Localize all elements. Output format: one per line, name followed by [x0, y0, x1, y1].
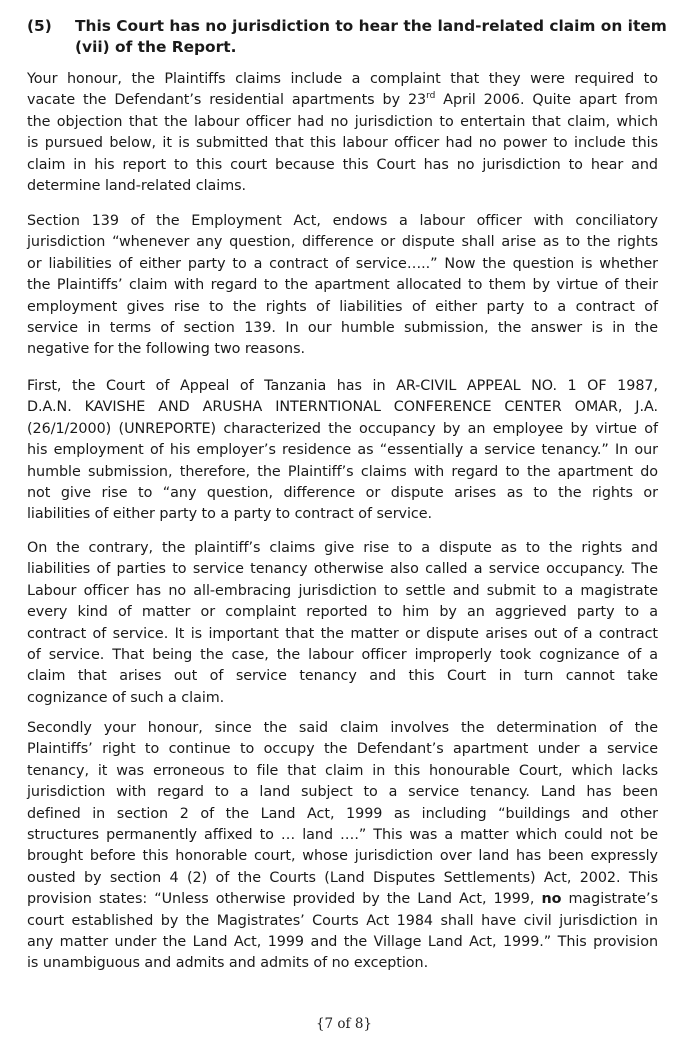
paragraph-line: Your honour, the Plaintiffs claims include a complaint that they were required to — [27, 71, 658, 87]
paragraph-line: the objection that the labour officer had no jurisdiction to entertain that claim, which — [27, 113, 658, 130]
paragraph-line: D.A.N. KAVISHE AND ARUSHA INTERNTIONAL CONFERENCE CENTER OMAR, J.A. — [27, 399, 658, 416]
paragraph-line: (26/1/2000) (UNREPORTE) characterized the occupancy by an employee by virtue of — [27, 420, 658, 437]
paragraph-line: every kind of matter or complaint reported to him by an aggrieved party to a — [27, 604, 658, 621]
paragraph-line: claim in his report to this court because this Court has no jurisdiction to hear and — [27, 156, 658, 173]
paragraph-line: employment gives rise to the rights of liabilities of either party to a contract of — [27, 298, 658, 315]
paragraph-line: court established by the Magistrates’ Courts Act 1984 shall have civil jurisdiction in — [27, 912, 658, 929]
paragraph-line: Section 139 of the Employment Act, endows a labour officer with conciliatory — [27, 213, 658, 229]
paragraph-line: service in terms of section 139. In our humble submission, the answer is in the — [27, 320, 658, 337]
paragraph-line: ousted by section 4 (2) of the Courts (Land Disputes Settlements) Act, 2002. This — [27, 869, 658, 886]
section-title: This Court has no jurisdiction to hear the land-related claim on item (vii) of the Report. — [75, 17, 667, 56]
paragraph-line — [27, 889, 658, 910]
paragraph-line: negative for the following two reasons. — [27, 341, 306, 358]
page-number: {7 of 8} — [315, 1016, 373, 1032]
paragraph-line: any matter under the Land Act, 1999 and the Village Land Act, 1999.” This provision — [27, 934, 658, 951]
paragraph-line: defined in section 2 of the Land Act, 1999 as including “buildings and other — [27, 805, 658, 822]
paragraph-line: structures permanently affixed to … land ….” This was a matter which could not be — [27, 827, 658, 844]
paragraph-2 — [27, 211, 658, 361]
line-segment: vacate the Defendant’s residential apartments by 23 — [27, 92, 427, 109]
paragraph-1 — [27, 69, 658, 197]
paragraph-line: tenancy, it was erroneous to file that claim in this honourable Court, which lacks — [27, 762, 658, 779]
paragraph-line: Secondly your honour, since the said claim involves the determination of the — [27, 720, 658, 736]
line-segment: provision states: “Unless otherwise provided by the Land Act, 1999, — [27, 891, 542, 908]
paragraph-line: contract of service. It is important that the matter or dispute arises out of a contract — [27, 625, 658, 642]
paragraph-line: cognizance of such a claim. — [27, 689, 225, 706]
paragraph-4 — [27, 538, 658, 709]
paragraph-line: the Plaintiffs’ claim with regard to the apartment allocated to them by virtue of their — [27, 277, 658, 294]
paragraph-line: his employment of his employer’s residence as “essentially a service tenancy.” In our — [27, 442, 658, 459]
paragraph-line: determine land-related claims. — [27, 178, 247, 195]
paragraph-line: is unambiguous and admits and admits of no exception. — [27, 955, 429, 972]
paragraph-line: humble submission, therefore, the Plaintiff’s claims with regard to the apartment do — [27, 463, 658, 480]
paragraph-line: claim that arises out of service tenancy and this Court in turn cannot take — [27, 668, 658, 685]
paragraph-line: Labour officer has no all-embracing jurisdiction to settle and submit to a magistrate — [27, 582, 658, 599]
paragraph-line: jurisdiction with regard to a land subject to a service tenancy. Land has been — [27, 784, 658, 801]
paragraph-3 — [27, 376, 658, 526]
emphasis-no: no — [541, 891, 562, 908]
paragraph-line: is pursued below, it is submitted that this labour officer had no power to include this — [27, 135, 658, 152]
paragraph-line: First, the Court of Appeal of Tanzania has in AR-CIVIL APPEAL NO. 1 OF 1987, — [27, 378, 658, 394]
section-number: (5) — [27, 17, 52, 35]
paragraph-line: jurisdiction “whenever any question, difference or dispute shall arise as to the rights — [27, 234, 658, 251]
paragraph-5 — [27, 718, 658, 975]
paragraph-line: not give rise to “any question, difference or dispute arises as to the rights or — [27, 485, 658, 502]
paragraph-line: On the contrary, the plaintiff’s claims give rise to a dispute as to the rights and — [27, 540, 658, 556]
paragraph-line: or liabilities of either party to a contract of service…..” Now the question is whether — [27, 255, 658, 272]
paragraph-line: brought before this honorable court, whose jurisdiction over land has been expressly — [27, 848, 658, 865]
paragraph-line: liabilities of parties to service tenancy otherwise also called a service occupancy. The — [27, 561, 658, 578]
paragraph-line — [27, 90, 658, 111]
paragraph-line: Plaintiffs’ right to continue to occupy the Defendant’s apartment under a service — [27, 741, 658, 758]
line-segment: magistrate’s — [561, 891, 658, 908]
ordinal-suffix: rd — [426, 91, 436, 102]
paragraph-line: of service. That being the case, the labour officer improperly took cognizance of a — [27, 647, 658, 664]
paragraph-line: liabilities of either party to a party to contract of service. — [27, 506, 433, 523]
section-heading — [27, 16, 667, 58]
line-segment: April 2006. Quite apart from — [435, 92, 658, 109]
